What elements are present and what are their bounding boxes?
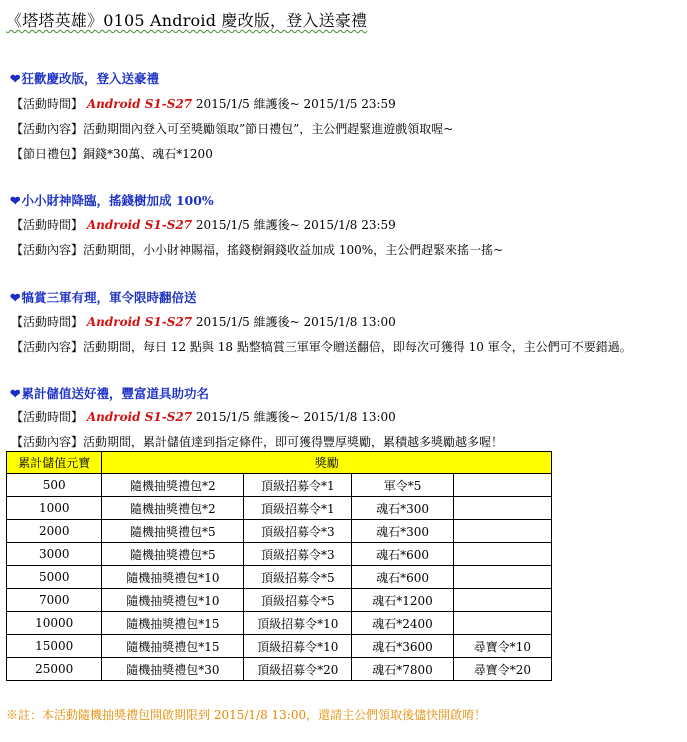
table-row bbox=[7, 612, 552, 635]
table-cell: 頂級招募令*1 bbox=[244, 497, 352, 520]
table-cell: 隨機抽獎禮包*2 bbox=[102, 497, 244, 520]
table-cell: 隨機抽獎禮包*5 bbox=[102, 543, 244, 566]
table-row bbox=[7, 520, 552, 543]
footnote: ※註：本活動隨機抽獎禮包開啟期限到 2015/1/8 13:00，還請主公們領取後儘快開啟唷！ bbox=[6, 708, 487, 722]
table-cell: 魂石*300 bbox=[352, 520, 453, 543]
section-heading-text: 犒賞三軍有理，軍令限時翻倍送 bbox=[21, 290, 197, 305]
table-row bbox=[7, 635, 552, 658]
rewards-table bbox=[6, 451, 552, 681]
event-content-3 bbox=[11, 338, 632, 355]
section-heading-text: 累計儲值送好禮，豐富道具助功名 bbox=[21, 386, 209, 401]
label: 【活動時間】 bbox=[11, 218, 84, 232]
table-cell: 隨機抽獎禮包*30 bbox=[102, 658, 244, 681]
platform-range: Android S1-S27 bbox=[86, 218, 193, 232]
heart-icon: ❤ bbox=[10, 290, 21, 305]
heart-icon: ❤ bbox=[10, 386, 21, 401]
table-cell: 隨機抽獎禮包*15 bbox=[102, 612, 244, 635]
table-cell bbox=[453, 612, 551, 635]
extra-text: 銅錢*30萬、魂石*1200 bbox=[83, 147, 213, 161]
table-cell bbox=[453, 497, 551, 520]
content-text: 活動期間內登入可至獎勵領取”節日禮包”，主公們趕緊進遊戲領取喔~ bbox=[83, 122, 454, 136]
table-header-row bbox=[7, 452, 552, 474]
table-row bbox=[7, 589, 552, 612]
table-cell: 隨機抽獎禮包*2 bbox=[102, 474, 244, 497]
table-cell: 魂石*3600 bbox=[352, 635, 453, 658]
event-time-3 bbox=[11, 313, 396, 330]
table-cell: 3000 bbox=[7, 543, 102, 566]
event-content-4 bbox=[11, 433, 503, 450]
label: 【活動內容】 bbox=[11, 435, 84, 449]
table-cell bbox=[453, 589, 551, 612]
table-cell: 魂石*600 bbox=[352, 566, 453, 589]
label: 【活動內容】 bbox=[11, 340, 84, 354]
label: 【節日禮包】 bbox=[11, 147, 84, 161]
section-heading-text: 狂歡慶改版，登入送豪禮 bbox=[21, 71, 159, 86]
table-cell bbox=[453, 566, 551, 589]
table-cell: 隨機抽獎禮包*5 bbox=[102, 520, 244, 543]
table-cell: 魂石*1200 bbox=[352, 589, 453, 612]
event-content-1 bbox=[11, 120, 453, 137]
table-row bbox=[7, 474, 552, 497]
heart-icon: ❤ bbox=[10, 193, 21, 208]
table-cell: 軍令*5 bbox=[352, 474, 453, 497]
time-text: 2015/1/5 維護後~ 2015/1/5 23:59 bbox=[195, 97, 396, 111]
section-heading-text: 小小財神降臨，搖錢樹加成 100% bbox=[21, 193, 214, 208]
table-cell: 頂級招募令*5 bbox=[244, 566, 352, 589]
header-cell-rewards: 獎勵 bbox=[102, 452, 552, 474]
table-cell: 10000 bbox=[7, 612, 102, 635]
heart-icon: ❤ bbox=[10, 71, 21, 86]
label: 【活動內容】 bbox=[11, 122, 84, 136]
table-cell: 2000 bbox=[7, 520, 102, 543]
table-cell: 隨機抽獎禮包*10 bbox=[102, 566, 244, 589]
table-cell: 頂級招募令*10 bbox=[244, 612, 352, 635]
table-cell: 魂石*600 bbox=[352, 543, 453, 566]
platform-range: Android S1-S27 bbox=[86, 97, 193, 111]
table-cell: 魂石*300 bbox=[352, 497, 453, 520]
page-title: 《塔塔英雄》0105 Android 慶改版，登入送豪禮 bbox=[6, 11, 368, 30]
table-cell: 尋寶令*20 bbox=[453, 658, 551, 681]
label: 【活動時間】 bbox=[11, 315, 84, 329]
event-time-1 bbox=[11, 95, 396, 112]
section-heading-2 bbox=[10, 191, 214, 209]
table-row bbox=[7, 497, 552, 520]
table-cell: 魂石*2400 bbox=[352, 612, 453, 635]
table-cell: 500 bbox=[7, 474, 102, 497]
table-cell: 尋寶令*10 bbox=[453, 635, 551, 658]
event-time-2 bbox=[11, 216, 396, 233]
time-text: 2015/1/5 維護後~ 2015/1/8 13:00 bbox=[195, 315, 396, 329]
table-cell: 頂級招募令*10 bbox=[244, 635, 352, 658]
platform-range: Android S1-S27 bbox=[86, 410, 193, 424]
time-text: 2015/1/5 維護後~ 2015/1/8 13:00 bbox=[195, 410, 396, 424]
section-heading-3 bbox=[10, 288, 197, 306]
label: 【活動內容】 bbox=[11, 243, 84, 257]
event-content-2 bbox=[11, 241, 503, 258]
label: 【活動時間】 bbox=[11, 97, 84, 111]
table-cell bbox=[453, 474, 551, 497]
platform-range: Android S1-S27 bbox=[86, 315, 193, 329]
table-cell: 頂級招募令*3 bbox=[244, 543, 352, 566]
content-text: 活動期間，小小財神賜福，搖錢樹銅錢收益加成 100%，主公們趕緊來搖一搖~ bbox=[83, 243, 504, 257]
table-cell: 頂級招募令*1 bbox=[244, 474, 352, 497]
table-cell: 7000 bbox=[7, 589, 102, 612]
header-cell-topup: 累計儲值元寶 bbox=[7, 452, 102, 474]
event-extra-1 bbox=[11, 145, 213, 162]
label: 【活動時間】 bbox=[11, 410, 84, 424]
table-cell: 5000 bbox=[7, 566, 102, 589]
content-text: 活動期間，每日 12 點與 18 點整犒賞三軍軍令贈送翻倍，即每次可獲得 10 軍令，主公們可不要錯過。 bbox=[83, 340, 632, 354]
table-cell: 15000 bbox=[7, 635, 102, 658]
table-cell: 隨機抽獎禮包*10 bbox=[102, 589, 244, 612]
table-cell: 魂石*7800 bbox=[352, 658, 453, 681]
table-cell: 頂級招募令*3 bbox=[244, 520, 352, 543]
time-text: 2015/1/5 維護後~ 2015/1/8 23:59 bbox=[195, 218, 396, 232]
table-cell: 頂級招募令*5 bbox=[244, 589, 352, 612]
section-heading-4 bbox=[10, 384, 209, 402]
event-time-4 bbox=[11, 408, 396, 425]
content-text: 活動期間，累計儲值達到指定條件，即可獲得豐厚獎勵，累積越多獎勵越多喔！ bbox=[83, 435, 504, 449]
table-cell: 隨機抽獎禮包*15 bbox=[102, 635, 244, 658]
table-row bbox=[7, 566, 552, 589]
table-cell: 1000 bbox=[7, 497, 102, 520]
table-cell bbox=[453, 543, 551, 566]
section-heading-1 bbox=[10, 69, 159, 87]
table-cell: 25000 bbox=[7, 658, 102, 681]
table-row bbox=[7, 658, 552, 681]
table-row bbox=[7, 543, 552, 566]
table-cell bbox=[453, 520, 551, 543]
table-cell: 頂級招募令*20 bbox=[244, 658, 352, 681]
